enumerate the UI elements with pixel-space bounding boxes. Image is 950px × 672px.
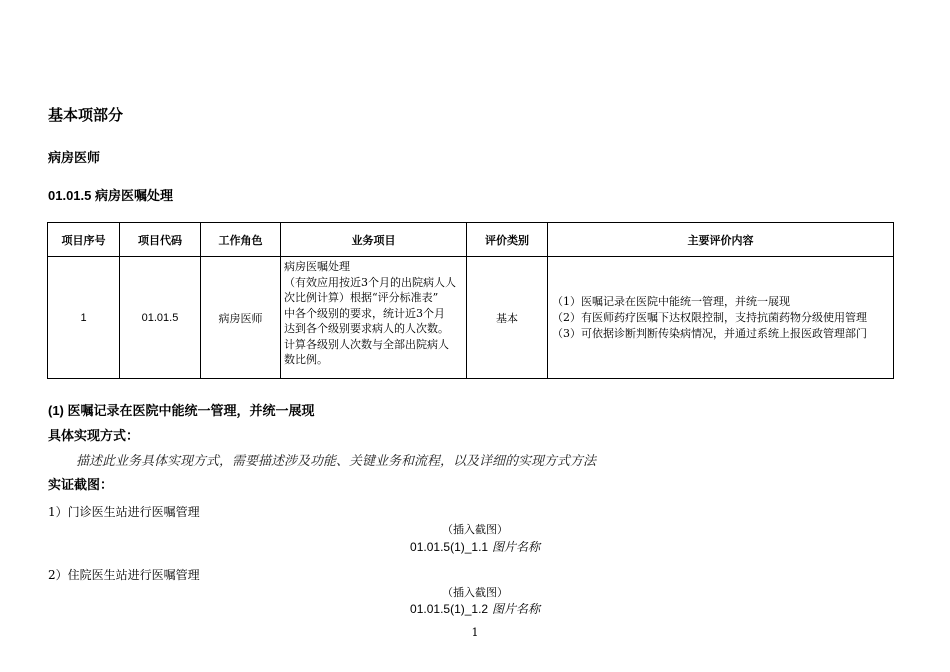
caption-name: 图片名称 [491,602,540,616]
caption-code: 01.01.5(1)_1.1 [410,540,489,554]
evidence-item-title: 1）门诊医生站进行医嘱管理 [48,505,200,519]
section-title: (1) 医嘱记录在医院中能统一管理，并统一展现 [48,403,315,418]
business-line: 中各个级别的要求，统计近3个月 [284,306,445,320]
cell-content [548,257,894,379]
cell-role: 病房医师 [201,257,281,379]
caption-name: 图片名称 [491,540,540,554]
page-number: 1 [471,626,479,639]
header-role: 工作角色 [201,223,281,257]
header-seq: 项目序号 [48,223,120,257]
content-line: （1）医嘱记录在医院中能统一管理，并统一展现 [552,294,790,308]
heading-role: 病房医师 [48,150,101,165]
implementation-label: 具体实现方式： [48,428,140,443]
heading-item: 01.01.5 病房医嘱处理 [48,188,173,203]
figure-caption [0,538,950,555]
business-line: 数比例。 [284,353,328,366]
header-content: 主要评价内容 [548,223,894,257]
screenshot-placeholder: （插入截图） [442,523,508,536]
business-line: 病房医嘱处理 [284,260,350,273]
header-code: 项目代码 [120,223,201,257]
heading-main: 基本项部分 [48,107,124,124]
table-row [48,257,894,379]
header-business: 业务项目 [281,223,467,257]
evidence-item-title: 2）住院医生站进行医嘱管理 [48,568,200,582]
cell-code: 01.01.5 [120,257,201,379]
cell-category: 基本 [467,257,548,379]
content-line: （2）有医师药疗医嘱下达权限控制，支持抗菌药物分级使用管理 [552,310,867,324]
content-line: （3）可依据诊断判断传染病情况，并通过系统上报医政管理部门 [552,326,867,340]
business-line: 计算各级别人次数与全部出院病人 [284,337,449,351]
evaluation-table [47,222,894,379]
table-header-row [48,223,894,257]
screenshot-placeholder: （插入截图） [442,586,508,599]
cell-business [281,257,467,379]
cell-seq: 1 [48,257,120,379]
caption-code: 01.01.5(1)_1.2 [410,602,489,616]
business-line: 达到各个级别要求病人的人次数。 [284,322,449,335]
header-category: 评价类别 [467,223,548,257]
implementation-text: 描述此业务具体实现方式，需要描述涉及功能、关键业务和流程，以及详细的实现方式方法 [76,454,597,469]
figure-caption [0,600,950,617]
business-line: 次比例计算）根据“评分标准表” [284,291,439,304]
screenshot-label: 实证截图： [48,477,114,492]
business-line: （有效应用按近3个月的出院病人人 [284,275,456,289]
